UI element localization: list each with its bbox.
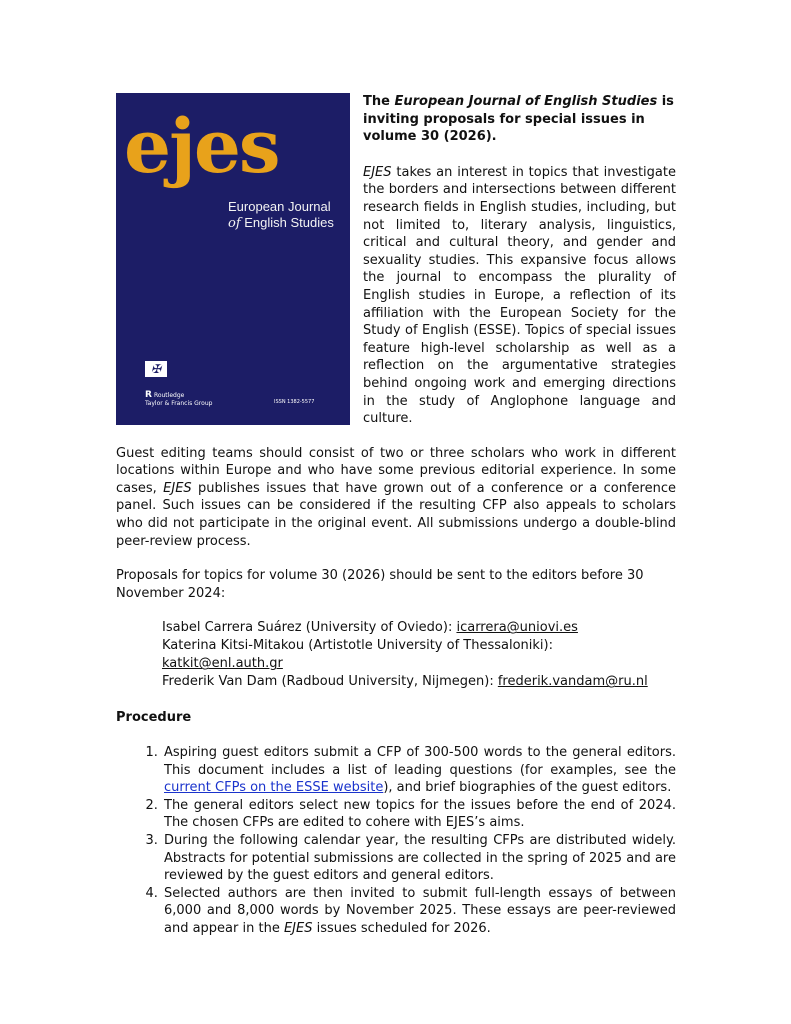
intro-heading: The European Journal of English Studies is inviting proposals for special issues in volume 30 (2026). [363, 94, 674, 145]
editors-list [162, 619, 676, 691]
procedure-step: 1. Aspiring guest editors submit a CFP of 300-500 words to the general editors. This document includes a list of leading questions (for examples, see the current CFPs on the ESSE website), and brief biographies of the guest editors. [162, 744, 676, 797]
editor-email-link[interactable]: frederik.vandam@ru.nl [497, 674, 648, 690]
procedure-heading: Procedure [116, 710, 192, 726]
editor-entry: Katerina Kitsi-Mitakou (Artistotle University of Thessaloniki): katkit@enl.auth.gr [162, 638, 553, 672]
cover-issn: ISSN 1382-5577 [274, 399, 315, 405]
guest-editing-paragraph: Guest editing teams should consist of two or three scholars who work in different locations within Europe and who have some previous editorial experience. In some cases, EJES publishes issues that have grown out of a conference or a conference panel. Such issues can be considered if the resulting CFP also appeals to scholars who did not participate in the original event. All submissions undergo a double-blind peer-review process. [116, 445, 676, 549]
deadline-paragraph: Proposals for topics for volume 30 (2026) should be sent to the editors before 30 November 2024: [116, 568, 644, 601]
procedure-step: 3. During the following calendar year, the resulting CFPs are distributed widely. Abstracts for potential submissions are collected in the spring of 2025 and are reviewed by the guest editors and general editors. [162, 832, 676, 885]
editor-email-link[interactable]: icarrera@uniovi.es [456, 620, 578, 636]
esse-cfp-link[interactable]: current CFPs on the ESSE website [164, 780, 384, 796]
editor-entry: Frederik Van Dam (Radboud University, Nijmegen): frederik.vandam@ru.nl [162, 674, 648, 690]
publisher-logo: R Routledge Taylor & Francis Group [145, 390, 213, 407]
journal-cover-image [116, 93, 350, 425]
scope-paragraph: EJES takes an interest in topics that investigate the borders and intersections between different research fields in English studies, including, but not limited to, literary analysis, linguistics, critical and cultural theory, and gender and sexuality studies. This expansive focus allows the journal to encompass the plurality of English studies in Europe, a reflection of its affiliation with the European Society for the Study of English (ESSE). Topics of special issues feature high-level scholarship as well as a reflection on the argumentative strategies behind ongoing work and emerging directions in the study of Anglophone language and culture. [363, 164, 676, 427]
editor-email-link[interactable]: katkit@enl.auth.gr [162, 656, 283, 672]
document-page [116, 93, 676, 938]
ejes-logo: ejes [124, 104, 279, 190]
esse-mark-icon: ✠ [145, 361, 167, 377]
procedure-list [116, 744, 676, 938]
editor-entry: Isabel Carrera Suárez (University of Oviedo): icarrera@uniovi.es [162, 620, 578, 636]
procedure-step: 4. Selected authors are then invited to submit full-length essays of between 6,000 and 8,000 words by November 2025. These essays are peer-reviewed and appear in the EJES issues scheduled for 2026. [162, 885, 676, 938]
procedure-step: 2. The general editors select new topics for the issues before the end of 2024. The chosen CFPs are edited to cohere with EJES’s aims. [162, 797, 676, 832]
cover-journal-title: European Journal of English Studies [228, 199, 334, 231]
